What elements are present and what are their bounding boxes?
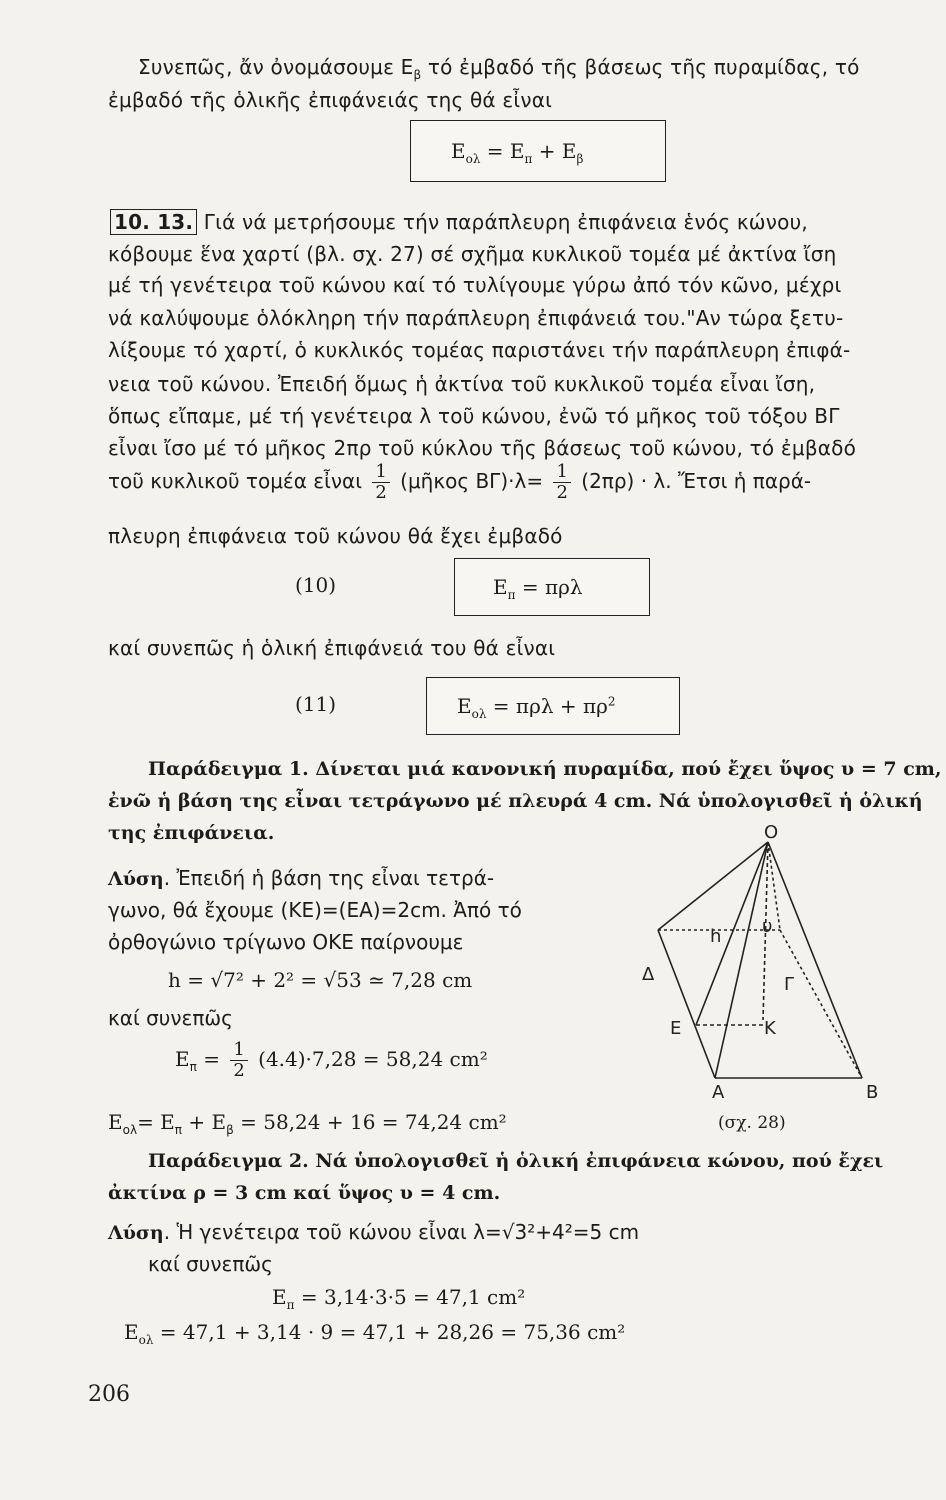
example2-eol-formula: $E_{o\lambda} = 47,1 + 3,14 \cdot 9 = 47,1 + 28,26 = 75,36$ cm² <box>124 1320 626 1347</box>
example2-kai: καί συνεπῶς <box>148 1252 273 1276</box>
section-line-10: πλευρη ἐπιφάνεια τοῦ κώνου θά ἔχει ἐμβαδό <box>108 524 563 548</box>
example1-eol-formula: $E_{o\lambda}= E_\pi + E_\beta = 58,24 + 16 = 74,24$ cm² <box>108 1110 507 1137</box>
example1-line-1: Παράδειγμα 1. Δίνεται μιά κανονική πυραμίδα, πού ἔχει ὕψος υ = 7 cm, <box>148 758 942 780</box>
section-line-6: νεια τοῦ κώνου. Ἐπειδή ὅμως ἡ ἀκτίνα τοῦ κυκλικοῦ τομέα εἶναι ἴση, <box>108 372 816 396</box>
fraction-half-2: $\frac{1}{2}$ <box>553 462 570 503</box>
label-delta: Δ <box>642 964 655 985</box>
example1-line-2: ἐνῶ ἡ βάση της εἶναι τετράγωνο μέ πλευρά 4 cm. Νά ὑπολογισθεῖ ἡ ὁλική <box>108 790 923 812</box>
example1-ep-formula: $E_\pi$ = $\frac{1}{2}$ (4.4)·7,28 = 58,24 cm² <box>175 1039 488 1081</box>
lateral-edge-ob <box>768 842 862 1078</box>
label-o: O <box>764 822 779 843</box>
section-line-4: νά καλύψουμε ὁλόκληρη τήν παράπλευρη ἐπιφάνειά του."Αν τώρα ξετυ- <box>108 306 844 330</box>
label-h: h <box>710 926 722 947</box>
equation-11-label: (11) <box>295 692 337 716</box>
example1-solution-1: Λύση. Ἐπειδή ἡ βάση της εἶναι τετρά- <box>108 866 495 890</box>
section-number: 10. 13. <box>110 209 197 235</box>
label-b: Β <box>866 1082 879 1103</box>
equation-10-label: (10) <box>295 573 337 597</box>
base-edge-left <box>658 930 715 1078</box>
section-line-8: εἶναι ἴσο μέ τό μῆκος 2πρ τοῦ κύκλου τῆς βάσεως τοῦ κώνου, τό ἐμβαδό <box>108 436 857 460</box>
formula-box-10: $E_\pi = \pi\rho\lambda$ <box>454 558 650 616</box>
section-line-3: μέ τή γενέτειρα τοῦ κώνου καί τό τυλίγουμε γύρω ἀπό τόν κῶνο, μέχρι <box>108 273 842 297</box>
formula-box-11: $E_{o\lambda} = \pi\rho\lambda + \pi\rho^2$ <box>426 677 680 735</box>
between-line: καί συνεπῶς ἡ ὁλική ἐπιφάνειά του θά εἶναι <box>108 636 556 660</box>
example1-solution-3: ὀρθογώνιο τρίγωνο ΟΚΕ παίρνουμε <box>108 930 464 954</box>
apothem-line <box>696 842 768 1025</box>
base-edge-right <box>780 930 862 1078</box>
example1-line-3: της ἐπιφάνεια. <box>108 822 275 844</box>
page-number: 206 <box>88 1382 130 1407</box>
intro-line-1: Συνεπῶς, ἄν ὀνομάσουμε $E_\beta$ τό ἐμβαδό τῆς βάσεως τῆς πυραμίδας, τό <box>138 55 860 82</box>
section-line-1: 10. 13. Γιά νά μετρήσουμε τήν παράπλευρη ἐπιφάνεια ἑνός κώνου, <box>110 210 888 234</box>
section-line-5: λίξουμε τό χαρτί, ὁ κυκλικός τομέας παριστάνει τήν παράπλευρη ἐπιφά- <box>108 338 851 362</box>
label-k: Κ <box>764 1018 776 1039</box>
section-line-7: ὅπως εἴπαμε, μέ τή γενέτειρα λ τοῦ κώνου, ἐνῶ τό μῆκος τοῦ τόξου ΒΓ <box>108 404 840 428</box>
section-line-9: τοῦ κυκλικοῦ τομέα εἶναι $\frac{1}{2}$ (μῆκος ΒΓ)·λ= $\frac{1}{2}$ (2πρ) · λ. Ἔτσι ἡ παρά- <box>108 461 812 503</box>
label-e: Ε <box>670 1018 682 1039</box>
fraction-half-3: $\frac{1}{2}$ <box>230 1040 247 1081</box>
label-u: υ <box>762 916 773 937</box>
example1-h-formula: h = √7² + 2² = √53 ≃ 7,28 cm <box>168 968 473 992</box>
section-line-2: κόβουμε ἕνα χαρτί (βλ. σχ. 27) σέ σχῆμα κυκλικοῦ τομέα μέ ἀκτίνα ἴση <box>108 242 837 266</box>
example2-line-1: Παράδειγμα 2. Νά ὑπολογισθεῖ ἡ ὁλική ἐπιφάνεια κώνου, πού ἔχει <box>148 1150 884 1172</box>
formula-box-total-pyramid: $E_{o\lambda} = E_\pi + E_\beta$ <box>410 120 666 182</box>
example2-solution-1: Λύση. Ἡ γενέτειρα τοῦ κώνου εἶναι λ=√3²+4²=5 cm <box>108 1220 640 1244</box>
example2-line-2: ἀκτίνα ρ = 3 cm καί ὕψος υ = 4 cm. <box>108 1182 501 1204</box>
example1-solution-2: γωνο, θά ἔχουμε (ΚΕ)=(ΕΑ)=2cm. Ἀπό τό <box>108 898 522 922</box>
fraction-half: $\frac{1}{2}$ <box>372 462 389 503</box>
label-gamma: Γ <box>784 974 795 995</box>
example2-ep-formula: $E_\pi = 3,14\cdot 3\cdot 5 = 47,1$ cm² <box>272 1285 526 1312</box>
intro-line-2: ἐμβαδό τῆς ὁλικῆς ἐπιφάνειάς της θά εἶναι <box>108 88 553 112</box>
pyramid-figure <box>630 820 900 1110</box>
figure-caption: (σχ. 28) <box>718 1113 786 1133</box>
example1-kai: καί συνεπῶς <box>108 1006 233 1030</box>
label-a: Α <box>712 1082 725 1103</box>
